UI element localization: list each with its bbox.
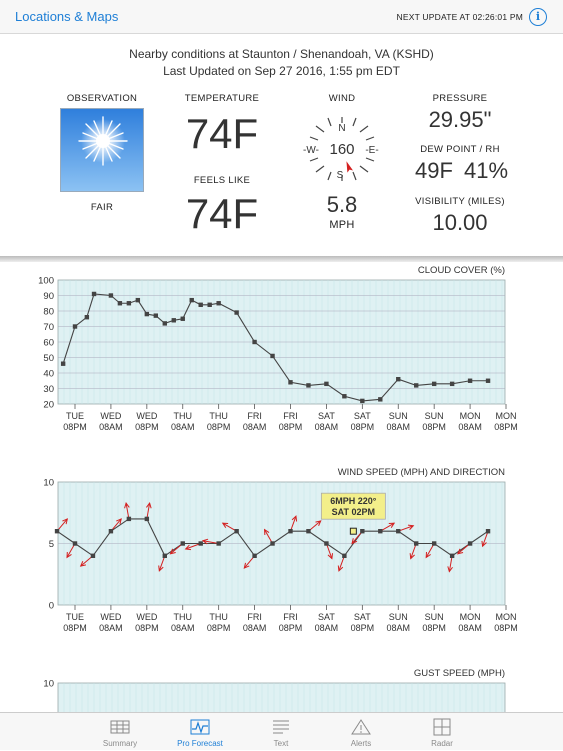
tab-alerts-label: Alerts	[350, 739, 372, 748]
feels-like-label: FEELS LIKE	[193, 175, 251, 186]
data-point	[486, 379, 490, 383]
data-point	[270, 541, 274, 545]
y-tick-label: 90	[43, 291, 54, 302]
x-tick-label-time: 08AM	[242, 422, 267, 432]
wind-label: WIND	[328, 93, 356, 104]
data-point	[468, 541, 472, 545]
x-tick-label-day: WED	[136, 612, 158, 622]
chart-panel-2	[55, 482, 506, 610]
data-point	[324, 541, 328, 545]
tab-pro-forecast[interactable]	[160, 713, 240, 751]
y-tick-label: 80	[43, 306, 54, 318]
table-icon	[110, 718, 130, 736]
chart-title: WIND SPEED (MPH) AND DIRECTION	[337, 467, 505, 478]
data-point	[486, 529, 490, 533]
data-point	[61, 362, 65, 366]
x-tick-label-time: 08PM	[494, 422, 518, 432]
tab-bar	[0, 712, 563, 750]
text-lines-icon	[271, 718, 291, 736]
tab-radar-label: Radar	[431, 739, 453, 748]
forecast-charts-svg	[0, 262, 563, 712]
x-tick-label-time: 08AM	[99, 422, 123, 432]
data-point	[414, 541, 418, 545]
observation-label: OBSERVATION	[66, 93, 138, 104]
y-tick-label: 0	[48, 600, 54, 612]
data-point	[234, 529, 238, 533]
x-tick-label-time: 08AM	[170, 422, 195, 432]
visibility-value: 10.00	[432, 210, 488, 235]
tab-alerts[interactable]	[321, 713, 401, 751]
x-tick-label-day: SAT	[317, 411, 335, 421]
data-point	[252, 340, 256, 344]
feels-like-value: 74F	[185, 190, 259, 237]
compass-west: -W-	[303, 145, 319, 156]
warning-triangle-icon	[351, 718, 371, 736]
data-point	[468, 379, 472, 383]
x-tick-label-time: 08AM	[458, 623, 482, 633]
data-point	[91, 554, 95, 558]
data-point	[432, 382, 436, 386]
compass-north: N	[338, 123, 346, 134]
wind-compass-icon	[302, 109, 382, 189]
tooltip-line-1: 6MPH 220°	[330, 496, 377, 507]
data-point	[181, 317, 185, 321]
data-point	[396, 529, 400, 533]
x-tick-label-day: SUN	[388, 411, 408, 421]
data-point	[55, 529, 59, 533]
data-point	[118, 301, 122, 305]
data-point	[127, 517, 131, 521]
x-tick-label-day: FRI	[247, 411, 262, 421]
info-icon[interactable]: i	[529, 8, 547, 26]
data-point	[432, 541, 436, 545]
data-point	[127, 301, 131, 305]
tab-text-label: Text	[273, 739, 289, 748]
x-tick-label-time: 08PM	[350, 623, 375, 633]
pulse-graph-icon	[190, 718, 210, 736]
data-point	[252, 554, 256, 558]
wind-direction-value: 160	[329, 141, 355, 158]
locations-maps-button[interactable]: Locations & Maps	[15, 9, 119, 24]
x-tick-label-time: 08PM	[494, 623, 518, 633]
x-tick-label-time: 08AM	[386, 623, 411, 633]
chart-panel-3	[58, 683, 505, 712]
x-tick-label-day: TUE	[66, 411, 84, 421]
x-tick-label-day: SUN	[424, 612, 444, 622]
tab-summary-label: Summary	[102, 739, 138, 748]
data-point	[288, 380, 292, 384]
wind-direction-needle	[344, 160, 353, 172]
x-tick-label-time: 08PM	[422, 422, 446, 432]
temperature-label: TEMPERATURE	[184, 93, 260, 104]
x-tick-label-day: SAT	[353, 411, 371, 421]
visibility-label: VISIBILITY (MILES)	[415, 196, 505, 207]
data-point	[136, 298, 140, 302]
x-tick-label-time: 08PM	[206, 422, 231, 432]
data-point	[145, 312, 149, 316]
y-tick-label: 30	[43, 384, 54, 395]
dew-point-value: 49F	[415, 158, 453, 183]
x-tick-label-day: THU	[173, 612, 193, 622]
data-point	[360, 399, 364, 403]
data-point	[324, 382, 328, 386]
data-point	[154, 313, 158, 317]
x-tick-label-day: SAT	[317, 612, 335, 622]
temperature-value: 74F	[185, 110, 259, 157]
data-point	[450, 382, 454, 386]
x-tick-label-time: 08AM	[314, 623, 339, 633]
tab-pro-forecast-label: Pro Forecast	[177, 739, 223, 748]
x-tick-label-day: MON	[495, 411, 517, 421]
x-tick-label-time: 08AM	[458, 422, 482, 432]
y-tick-label: 20	[43, 399, 54, 411]
x-tick-label-day: MON	[459, 612, 481, 622]
y-tick-label: 50	[43, 353, 54, 364]
dew-point-label: DEW POINT / RH	[420, 144, 500, 155]
x-tick-label-time: 08PM	[278, 422, 303, 432]
data-point	[396, 377, 400, 381]
tooltip-line-2: SAT 02PM	[331, 507, 376, 518]
x-tick-label-day: THU	[173, 411, 193, 421]
data-point	[73, 541, 77, 545]
data-point	[216, 301, 220, 305]
x-tick-label-time: 08PM	[135, 623, 159, 633]
data-point	[450, 554, 454, 558]
data-point	[342, 394, 346, 398]
y-tick-label: 70	[43, 322, 54, 333]
data-point	[92, 292, 96, 296]
next-update-text: NEXT UPDATE AT 02:26:01 PM	[396, 12, 523, 22]
data-point	[378, 397, 382, 401]
wind-unit: MPH	[329, 219, 355, 231]
data-point	[109, 293, 113, 297]
x-tick-label-day: SAT	[353, 612, 371, 622]
x-tick-label-day: FRI	[283, 411, 298, 421]
data-point	[216, 541, 220, 545]
x-tick-label-day: FRI	[283, 612, 298, 622]
tab-summary[interactable]	[80, 713, 160, 751]
compass-east: -E-	[365, 145, 379, 156]
data-point	[199, 541, 203, 545]
y-tick-label: 40	[43, 368, 54, 380]
data-point	[306, 383, 310, 387]
y-tick-label: 100	[38, 275, 54, 287]
x-tick-label-time: 08PM	[63, 623, 87, 633]
data-point	[181, 541, 185, 545]
x-tick-label-time: 08AM	[314, 422, 339, 432]
y-tick-label: 10	[43, 477, 54, 489]
x-tick-label-day: WED	[100, 411, 122, 421]
x-tick-label-time: 08PM	[278, 623, 303, 633]
x-tick-label-day: SUN	[388, 612, 408, 622]
data-point	[378, 529, 382, 533]
plot-area	[58, 683, 505, 712]
x-tick-label-time: 08AM	[386, 422, 411, 432]
chart-title: GUST SPEED (MPH)	[413, 668, 505, 679]
sunny-sky-icon	[60, 108, 144, 192]
last-updated: Last Updated on Sep 27 2016, 1:55 pm EDT	[163, 64, 400, 78]
data-point	[73, 324, 77, 328]
current-conditions-panel	[0, 34, 563, 256]
x-tick-label-day: WED	[136, 411, 158, 421]
pressure-value: 29.95"	[428, 107, 492, 132]
compass-south: S	[336, 170, 344, 181]
data-point	[234, 310, 238, 314]
y-tick-label: 5	[48, 539, 54, 550]
x-tick-label-day: TUE	[66, 612, 84, 622]
data-point	[163, 321, 167, 325]
x-tick-label-day: THU	[209, 612, 228, 622]
x-tick-label-day: MON	[459, 411, 481, 421]
chart-title: CLOUD COVER (%)	[417, 265, 505, 276]
pro-forecast-charts[interactable]	[0, 262, 563, 712]
x-tick-label-time: 08AM	[170, 623, 195, 633]
data-point	[109, 529, 113, 533]
data-point	[288, 529, 292, 533]
x-tick-label-time: 08PM	[350, 422, 375, 432]
x-tick-label-day: MON	[495, 612, 517, 622]
tab-radar[interactable]	[402, 713, 482, 751]
data-point	[163, 554, 167, 558]
observation-value: FAIR	[90, 202, 114, 213]
data-point	[414, 383, 418, 387]
x-tick-label-day: SUN	[424, 411, 444, 421]
relative-humidity-value: 41%	[463, 158, 509, 183]
x-tick-label-day: FRI	[247, 612, 262, 622]
selected-point	[350, 528, 356, 534]
x-tick-label-time: 08PM	[135, 422, 159, 432]
data-point	[199, 303, 203, 307]
data-point	[306, 529, 310, 533]
data-point	[172, 318, 176, 322]
data-point	[85, 315, 89, 319]
station-name: Nearby conditions at Staunton / Shenandoah, VA (KSHD)	[129, 47, 434, 61]
data-point	[145, 517, 149, 521]
data-point	[360, 529, 364, 533]
x-tick-label-day: WED	[100, 612, 122, 622]
top-bar	[0, 0, 563, 34]
wind-speed-value: 5.8	[326, 192, 358, 217]
x-tick-label-day: THU	[209, 411, 228, 421]
x-tick-label-time: 08PM	[206, 623, 231, 633]
y-tick-label: 10	[43, 678, 54, 690]
tab-text[interactable]	[241, 713, 321, 751]
x-tick-label-time: 08PM	[422, 623, 446, 633]
chart-panel-1	[58, 280, 506, 409]
data-point	[207, 303, 211, 307]
x-tick-label-time: 08PM	[63, 422, 87, 432]
grid-map-icon	[432, 718, 452, 736]
data-point	[342, 554, 346, 558]
x-tick-label-time: 08AM	[99, 623, 123, 633]
y-tick-label: 60	[43, 337, 54, 349]
x-tick-label-time: 08AM	[242, 623, 267, 633]
data-point	[190, 298, 194, 302]
pressure-label: PRESSURE	[432, 93, 488, 104]
data-point	[270, 354, 274, 358]
